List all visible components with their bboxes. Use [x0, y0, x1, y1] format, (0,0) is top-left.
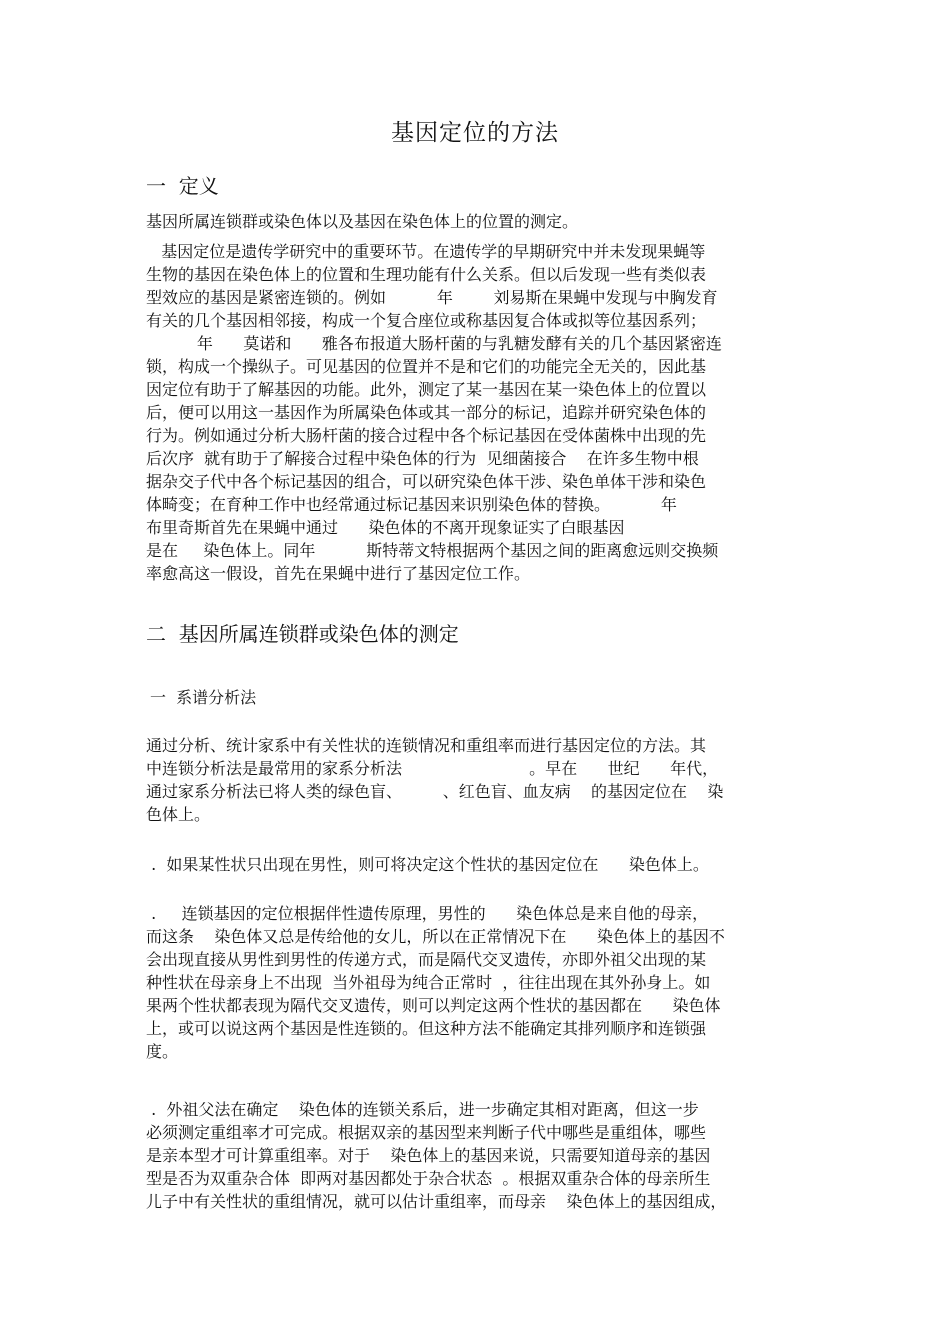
text-line: 后，便可以用这一基因作为所属染色体或其一部分的标记，追踪并研究染色体的 — [146, 403, 707, 422]
text-line: 据杂交子代中各个标记基因的组合，可以研究染色体干涉、染色单体干涉和染色 — [146, 472, 707, 491]
text-line: 会出现直接从男性到男性的传递方式，而是隔代交叉遗传，亦即外祖父出现的某 — [146, 950, 707, 969]
text-line: 率愈高这一假设，首先在果蝇中进行了基因定位工作。 — [146, 564, 531, 583]
text-line: 有关的几个基因相邻接，构成一个复合座位或称基因复合体或拟等位基因系列； — [146, 311, 707, 330]
text-line: . 外祖父法在确定 染色体的连锁关系后，进一步确定其相对距离，但这一步 — [146, 1100, 699, 1119]
text-line: 中连锁分析法是最常用的家系分析法 。早在 世纪 年代， — [146, 759, 719, 778]
definition-paragraph — [146, 210, 816, 233]
text-line: 色体上。 — [146, 805, 211, 824]
text-line: 果两个性状都表现为隔代交叉遗传，则可以判定这两个性状的基因都在 染色体 — [146, 996, 721, 1015]
text-line: 通过家系分析法已将人类的绿色盲、 、红色盲、血友病 的基因定位在 染 — [146, 782, 724, 801]
subsection-heading-pedigree: 一 系谱分析法 — [150, 688, 257, 707]
text-line: 是亲本型才可计算重组率。对于 染色体上的基因来说，只需要知道母亲的基因 — [146, 1146, 711, 1165]
point-3-paragraph — [146, 1098, 816, 1213]
text-line: 后次序 就有助于了解接合过程中染色体的行为 见细菌接合 在许多生物中根 — [146, 449, 699, 468]
text-line: 体畸变；在育种工作中也经常通过标记基因来识别染色体的替换。 年 — [146, 495, 677, 514]
text-line: 通过分析、统计家系中有关性状的连锁情况和重组率而进行基因定位的方法。其 — [146, 736, 707, 755]
text-line: 行为。例如通过分析大肠杆菌的接合过程中各个标记基因在受体菌株中出现的先 — [146, 426, 707, 445]
text-line: 基因定位是遗传学研究中的重要环节。在遗传学的早期研究中并未发现果蝇等 — [146, 242, 706, 261]
point-2-paragraph — [146, 902, 816, 1063]
text-line: 上，或可以说这两个基因是性连锁的。但这种方法不能确定其排列顺序和连锁强 — [146, 1019, 707, 1038]
section-heading-linkage-group: 二 基因所属连锁群或染色体的测定 — [146, 622, 459, 646]
text-line: 度。 — [146, 1042, 179, 1061]
text-line: . 连锁基因的定位根据伴性遗传原理，男性的 染色体总是来自他的母亲， — [146, 904, 709, 923]
document-title: 基因定位的方法 — [391, 120, 559, 146]
text-line: 生物的基因在染色体上的位置和生理功能有什么关系。但以后发现一些有类似表 — [146, 265, 707, 284]
text-line: 儿子中有关性状的重组情况，就可以估计重组率，而母亲 染色体上的基因组成， — [146, 1192, 727, 1211]
text-line: 布里奇斯首先在果蝇中通过 染色体的不离开现象证实了白眼基因 — [146, 518, 625, 537]
section-heading-definition: 一 定义 — [146, 174, 219, 198]
text-line: 而这条 染色体又总是传给他的女儿，所以在正常情况下在 染色体上的基因不 — [146, 927, 725, 946]
text-line: 型效应的基因是紧密连锁的。例如 年 刘易斯在果蝇中发现与中胸发育 — [146, 288, 718, 307]
point-1-paragraph — [146, 853, 816, 876]
text-line: 是在 染色体上。同年 斯特蒂文特根据两个基因之间的距离愈远则交换频 — [146, 541, 719, 560]
text-line: . 如果某性状只出现在男性，则可将决定这个性状的基因定位在 染色体上。 — [146, 855, 709, 874]
text-line: 型是否为双重杂合体 即两对基因都处于杂合状态 。根据双重杂合体的母亲所生 — [146, 1169, 711, 1188]
text-line: 基因所属连锁群或染色体以及基因在染色体上的位置的测定。 — [146, 212, 579, 231]
text-line: 年 莫诺和 雅各布报道大肠杆菌的与乳糖发酵有关的几个基因紧密连 — [146, 334, 722, 353]
text-line: 锁，构成一个操纵子。可见基因的位置并不是和它们的功能完全无关的，因此基 — [146, 357, 707, 376]
text-line: 因定位有助于了解基因的功能。此外，测定了某一基因在某一染色体上的位置以 — [146, 380, 707, 399]
text-line: 必须测定重组率才可完成。根据双亲的基因型来判断子代中哪些是重组体，哪些 — [146, 1123, 707, 1142]
definition-body-paragraph — [146, 240, 816, 585]
pedigree-intro-paragraph — [146, 734, 816, 826]
text-line: 种性状在母亲身上不出现 当外祖母为纯合正常时 ，往往出现在其外孙身上。如 — [146, 973, 711, 992]
